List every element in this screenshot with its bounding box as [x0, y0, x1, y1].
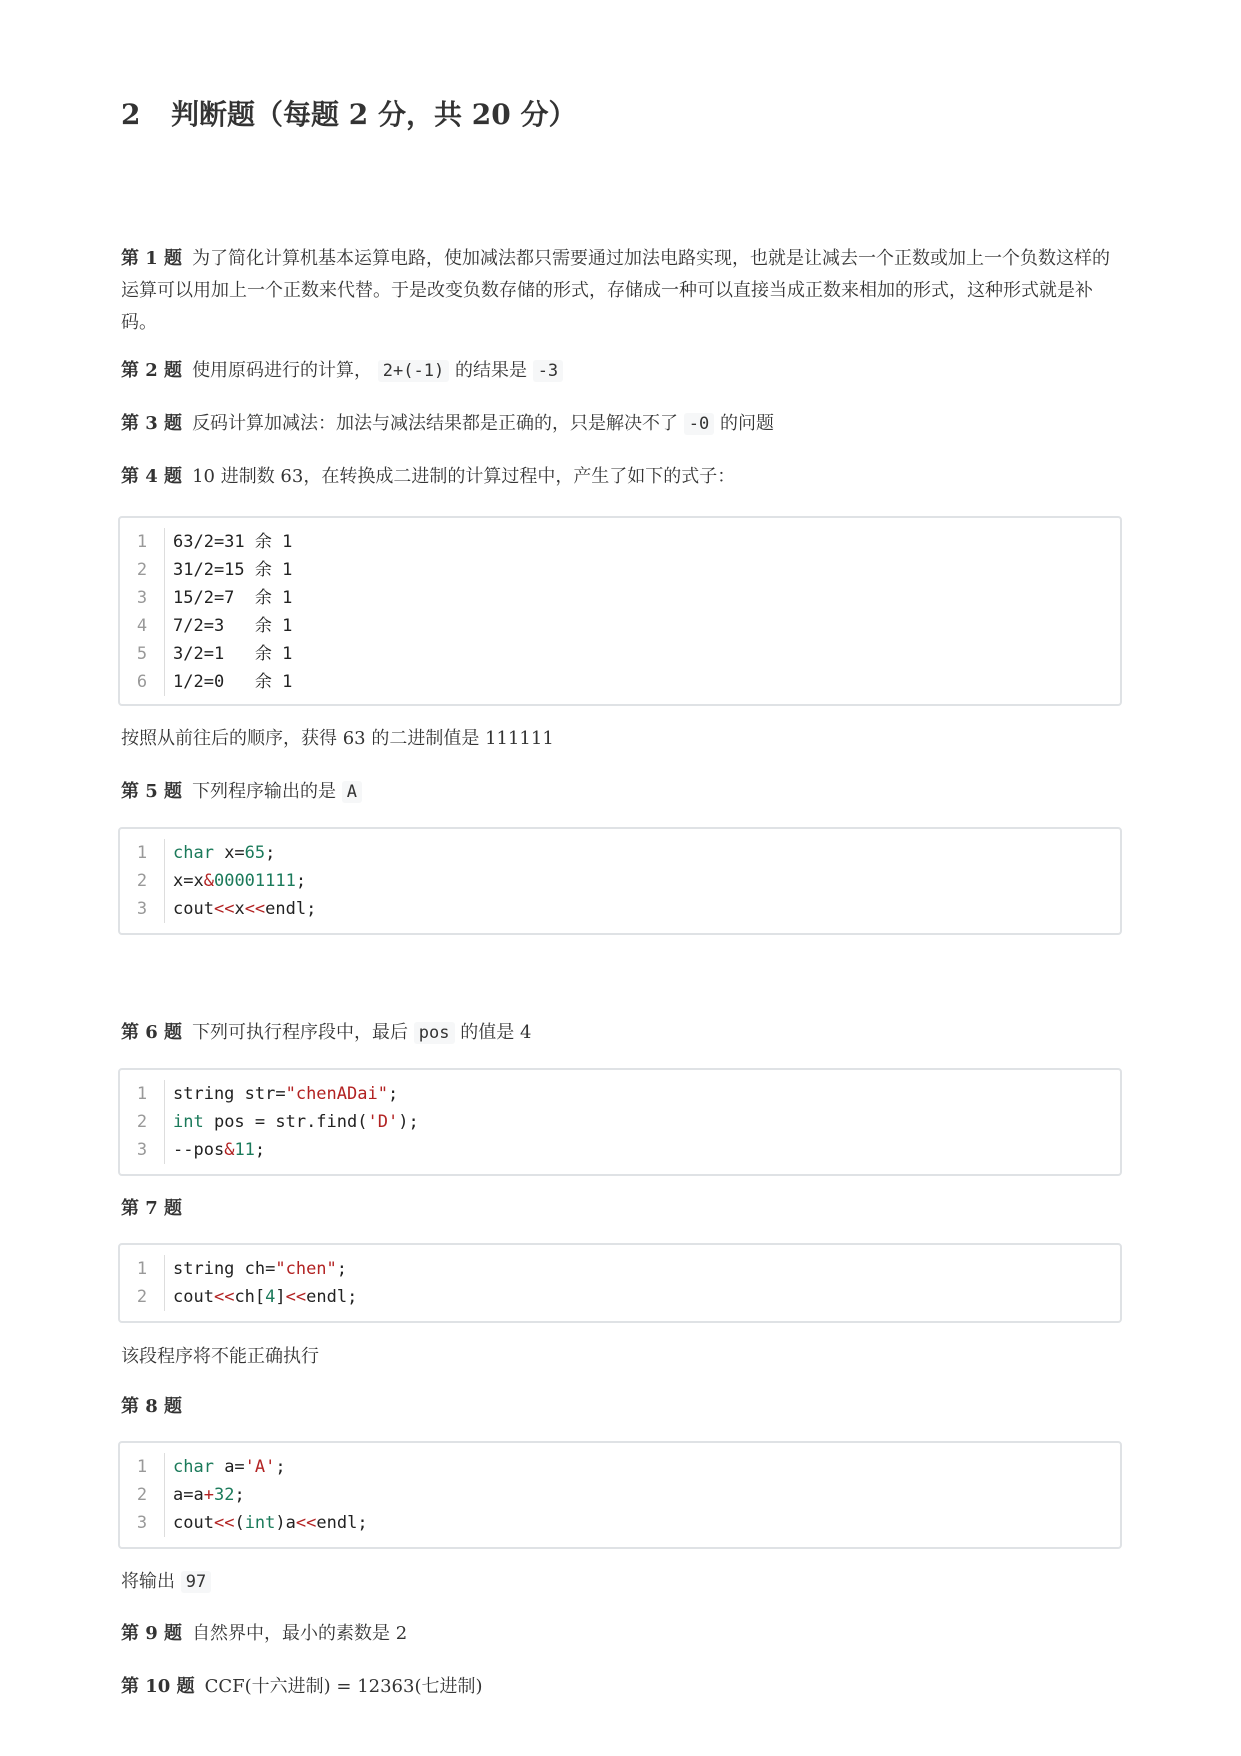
question-label: 第 7 题 [121, 1198, 183, 1219]
code-line [120, 895, 1120, 923]
line-number: 1 [120, 839, 165, 867]
code-token: )a [275, 1513, 296, 1533]
question-3 [121, 408, 1121, 440]
code-line [120, 1509, 1120, 1537]
code-token: << [295, 1513, 317, 1533]
question-2 [121, 355, 1121, 387]
question-label: 第 8 题 [121, 1396, 183, 1417]
code-block-q5 [118, 827, 1122, 935]
code-token: char [173, 843, 214, 863]
code-text [165, 1136, 265, 1164]
code-token: ; [295, 871, 307, 891]
line-number: 1 [120, 1080, 165, 1108]
line-number: 2 [120, 867, 165, 895]
code-token: ; [275, 1457, 286, 1477]
question-1 [121, 243, 1121, 339]
question-text: CCF(十六进制) = 12363(七进制) [204, 1676, 483, 1697]
section-title [121, 93, 576, 133]
code-text: 3/2=1 余 1 [173, 644, 293, 664]
code-text [165, 1509, 368, 1537]
code-token: cout [173, 899, 214, 919]
question-4 [121, 461, 1121, 493]
question-text: 按照从前往后的顺序，获得 63 的二进制值是 111111 [121, 728, 554, 749]
code-token: ); [398, 1112, 419, 1132]
question-text: 的结果是 [454, 360, 527, 381]
code-line [120, 1080, 1120, 1108]
section-heading: 判断题（每题 2 分，共 20 分） [171, 98, 577, 131]
code-token: endl; [265, 899, 317, 919]
line-number: 3 [120, 895, 165, 923]
code-text [165, 1453, 286, 1481]
question-text: 的问题 [720, 413, 775, 434]
code-block-q7 [118, 1243, 1122, 1323]
question-8 [121, 1391, 1121, 1423]
code-line [120, 1136, 1120, 1164]
question-label: 第 1 题 [121, 248, 183, 269]
code-token: ; [234, 1485, 245, 1505]
code-token: 00001111 [213, 871, 296, 891]
code-line [120, 640, 1120, 668]
line-number: 3 [120, 1509, 165, 1537]
code-token: ( [234, 1513, 245, 1533]
line-number: 2 [120, 1108, 165, 1136]
code-line [120, 1481, 1120, 1509]
code-token: 4 [265, 1287, 276, 1307]
code-token: a= [213, 1457, 245, 1477]
code-line [120, 1453, 1120, 1481]
question-text: 下列可执行程序段中，最后 [192, 1022, 409, 1043]
question-label: 第 4 题 [121, 466, 183, 487]
section-number: 2 [121, 98, 141, 131]
code-token: << [213, 899, 235, 919]
line-number: 6 [120, 668, 165, 696]
code-token: x= [213, 843, 245, 863]
question-4-conclusion [121, 723, 1121, 755]
inline-code-answer: A [342, 781, 362, 803]
code-text [165, 895, 316, 923]
code-token: << [213, 1287, 235, 1307]
code-block-q8 [118, 1441, 1122, 1549]
code-token: + [203, 1485, 214, 1505]
question-label: 第 5 题 [121, 781, 183, 802]
inline-code-expression: 2+(-1) [378, 360, 449, 382]
inline-code: pos [414, 1022, 455, 1044]
code-line [120, 556, 1120, 584]
code-token: --pos [173, 1140, 225, 1160]
code-token: "chenADai" [285, 1084, 388, 1104]
line-number: 2 [120, 1481, 165, 1509]
question-text: 10 进制数 63，在转换成二进制的计算过程中，产生了如下的式子： [192, 466, 736, 487]
question-6 [121, 1017, 1121, 1049]
code-token: cout [173, 1287, 214, 1307]
code-text: 15/2=7 余 1 [173, 588, 293, 608]
code-token: << [244, 899, 266, 919]
inline-code: -0 [684, 413, 714, 435]
inline-code-result: -3 [533, 360, 563, 382]
code-token: 'D' [367, 1112, 399, 1132]
code-token: int [244, 1513, 276, 1533]
line-number: 5 [120, 640, 165, 668]
code-token: & [224, 1140, 235, 1160]
code-text [165, 1108, 419, 1136]
code-token: ; [336, 1259, 348, 1279]
question-label: 第 3 题 [121, 413, 183, 434]
code-token: & [203, 871, 214, 891]
question-8-conclusion [121, 1566, 1121, 1598]
code-line [120, 1283, 1120, 1311]
line-number: 2 [120, 1283, 165, 1311]
code-token: ; [387, 1084, 399, 1104]
code-line [120, 1108, 1120, 1136]
question-text: 将输出 [121, 1571, 175, 1592]
question-text: 自然界中，最小的素数是 2 [192, 1623, 408, 1644]
question-7 [121, 1193, 1121, 1225]
code-text [165, 839, 275, 867]
code-token: string str= [173, 1084, 286, 1104]
code-token: cout [173, 1513, 214, 1533]
question-label: 第 9 题 [121, 1623, 183, 1644]
code-text [165, 867, 306, 895]
code-line [120, 584, 1120, 612]
code-text [165, 1481, 245, 1509]
code-token: x [234, 899, 245, 919]
line-number: 1 [120, 1453, 165, 1481]
code-line [120, 528, 1120, 556]
code-text: 1/2=0 余 1 [173, 672, 293, 692]
code-token: << [285, 1287, 307, 1307]
question-text: 下列程序输出的是 [192, 781, 337, 802]
code-token: "chen" [275, 1259, 337, 1279]
question-label: 第 10 题 [121, 1676, 195, 1697]
code-line [120, 668, 1120, 696]
inline-code-output: 97 [181, 1571, 211, 1593]
code-line [120, 867, 1120, 895]
line-number: 2 [120, 556, 165, 584]
question-label: 第 6 题 [121, 1022, 183, 1043]
line-number: 4 [120, 612, 165, 640]
question-5 [121, 776, 1121, 808]
code-token: endl; [316, 1513, 368, 1533]
line-number: 1 [120, 1255, 165, 1283]
question-7-conclusion [121, 1341, 1121, 1373]
code-text: 31/2=15 余 1 [173, 560, 293, 580]
question-text: 的值是 4 [460, 1022, 532, 1043]
code-token: ch[ [234, 1287, 266, 1307]
question-9 [121, 1618, 1121, 1650]
code-text [165, 1255, 347, 1283]
code-token: x=x [173, 871, 204, 891]
code-text [165, 1283, 357, 1311]
question-10 [121, 1671, 1121, 1703]
line-number: 3 [120, 584, 165, 612]
code-token: pos = str.find( [203, 1112, 368, 1132]
code-line [120, 839, 1120, 867]
code-text: 63/2=31 余 1 [173, 532, 293, 552]
code-token: ; [265, 843, 276, 863]
code-token: endl; [306, 1287, 358, 1307]
code-token: 'A' [244, 1457, 276, 1477]
code-block-q6 [118, 1068, 1122, 1176]
code-token: a=a [173, 1485, 204, 1505]
code-token: 32 [213, 1485, 235, 1505]
line-number: 3 [120, 1136, 165, 1164]
question-text: 该段程序将不能正确执行 [121, 1346, 319, 1367]
question-text: 为了简化计算机基本运算电路，使加减法都只需要通过加法电路实现，也就是让减去一个正数或加上一个负数这样的运算可以用加上一个正数来代替。于是改变负数存储的形式，存储成一种可以直接当成正数来相加的形式，这种形式就是补码。 [121, 248, 1111, 333]
question-label: 第 2 题 [121, 360, 183, 381]
code-block-q4 [118, 516, 1122, 706]
code-token: int [173, 1112, 204, 1132]
code-token: 11 [234, 1140, 255, 1160]
line-number: 1 [120, 528, 165, 556]
code-token: ; [254, 1140, 266, 1160]
code-token: char [173, 1457, 214, 1477]
question-text: 使用原码进行的计算， [192, 360, 373, 381]
code-token: string ch= [173, 1259, 276, 1279]
code-line [120, 1255, 1120, 1283]
question-text: 反码计算加减法：加法与减法结果都是正确的，只是解决不了 [192, 413, 679, 434]
code-line [120, 612, 1120, 640]
code-token: 65 [244, 843, 266, 863]
code-text: 7/2=3 余 1 [173, 616, 293, 636]
code-text [165, 1080, 398, 1108]
code-token: ] [275, 1287, 286, 1307]
code-token: << [213, 1513, 235, 1533]
